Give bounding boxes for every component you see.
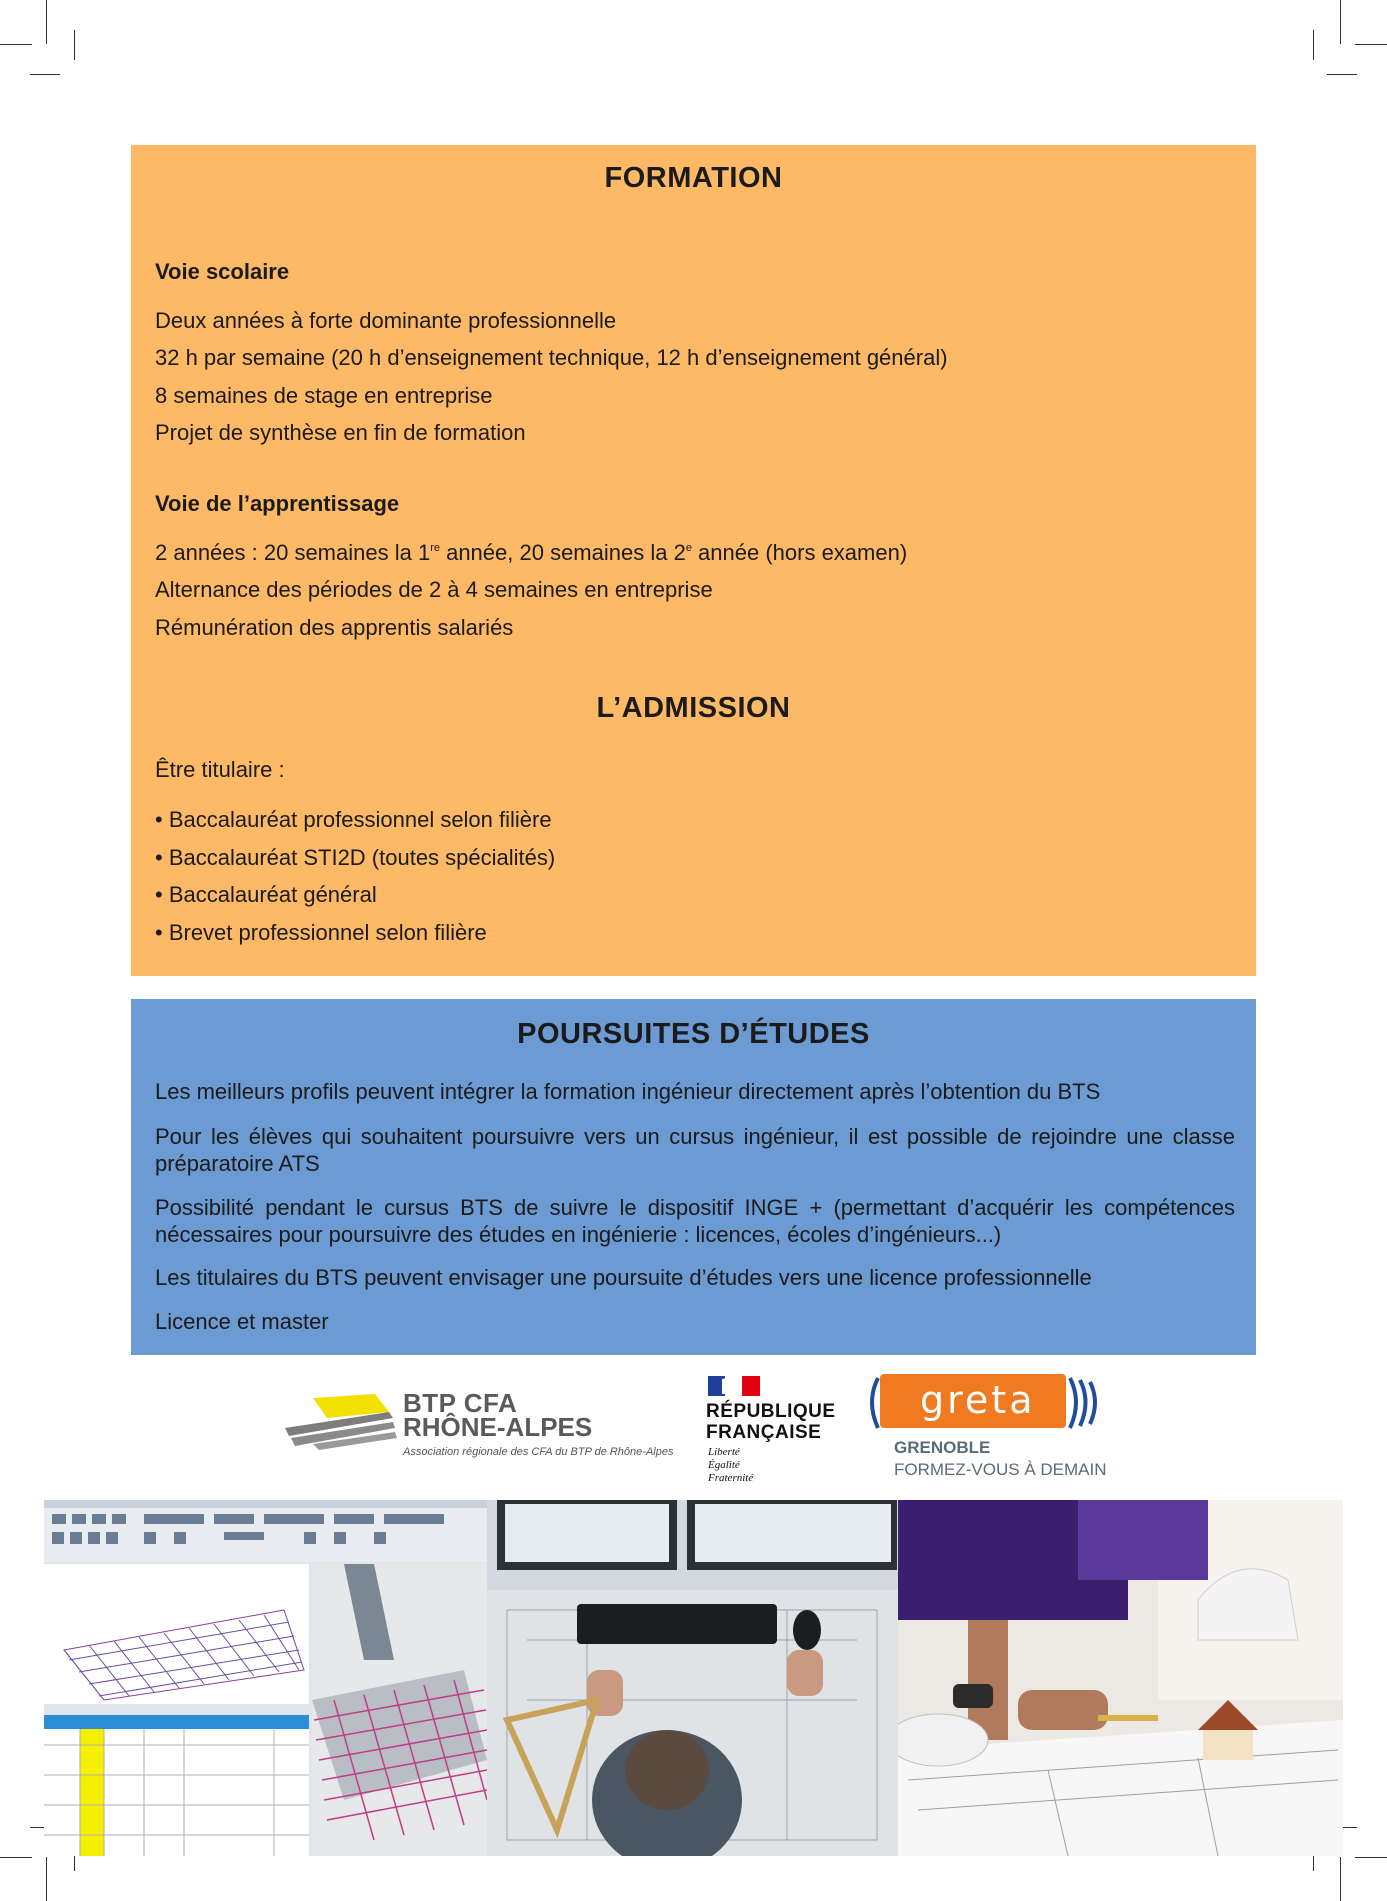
voie-scolaire-line: Deux années à forte dominante professionnelle	[155, 308, 617, 333]
btp-cfa-logo	[283, 1388, 674, 1460]
poursuites-paragraph: Pour les élèves qui souhaitent poursuivre vers un cursus ingénieur, il est possible de rejoindre une classe préparatoire ATS	[155, 1124, 1235, 1176]
formation-section	[131, 145, 1256, 976]
crop-mark	[1355, 1857, 1387, 1858]
motto-egalite: Égalité	[708, 1459, 740, 1471]
poursuites-title: POURSUITES D’ÉTUDES	[517, 1018, 870, 1050]
francaise-line: FRANÇAISE	[706, 1422, 822, 1443]
poursuites-paragraph: Possibilité pendant le cursus BTS de suivre le dispositif INGE + (permettant d’acquérir les compétences nécessaires pour poursuivre des études en ingénierie : licences, écoles d’ingénieurs...)	[155, 1195, 1235, 1247]
engineer-at-desk-image	[487, 1500, 898, 1856]
revit-screenshot-image	[44, 1500, 487, 1856]
btp-title: BTP CFA	[403, 1388, 518, 1418]
poursuites-paragraph: Les titulaires du BTS peuvent envisager une poursuite d’études vers une licence professionnelle	[155, 1265, 1092, 1290]
admission-item: • Baccalauréat professionnel selon filière	[155, 807, 552, 832]
voie-scolaire-line: 32 h par semaine (20 h d’enseignement technique, 12 h d’enseignement général)	[155, 345, 948, 370]
crop-mark	[74, 30, 75, 60]
voie-apprentissage-line: Rémunération des apprentis salariés	[155, 615, 514, 640]
poursuites-section	[131, 999, 1256, 1355]
crop-mark	[46, 1857, 47, 1901]
republique-francaise-logo	[706, 1374, 836, 1486]
admission-item: • Baccalauréat STI2D (toutes spécialités)	[155, 845, 556, 870]
voie-scolaire-heading: Voie scolaire	[155, 259, 290, 284]
construction-plans-photo	[898, 1500, 1343, 1856]
crop-mark	[30, 74, 60, 75]
marianne-flag-icon	[708, 1376, 760, 1396]
voie-scolaire-line: Projet de synthèse en fin de formation	[155, 420, 526, 445]
admission-title: L’ADMISSION	[596, 692, 791, 724]
voie-scolaire-line: 8 semaines de stage en entreprise	[155, 383, 493, 408]
revit-software-photo	[44, 1500, 487, 1856]
motto-fraternite: Fraternité	[708, 1472, 754, 1484]
crop-mark	[0, 1857, 32, 1858]
voie-apprentissage-heading: Voie de l’apprentissage	[155, 491, 400, 516]
crop-mark	[1313, 30, 1314, 60]
voie-apprentissage-line: 2 années : 20 semaines la 1re année, 20 semaines la 2e année (hors examen)	[155, 540, 908, 565]
crop-mark	[1340, 1857, 1341, 1901]
admission-item: • Brevet professionnel selon filière	[155, 920, 487, 945]
crop-mark	[0, 44, 32, 45]
engineer-desk-photo	[487, 1500, 898, 1856]
btp-tagline: Association régionale des CFA du BTP de Rhône-Alpes	[403, 1446, 674, 1458]
crop-mark	[1327, 74, 1357, 75]
admission-intro: Être titulaire :	[155, 757, 285, 782]
greta-wordmark: greta	[920, 1378, 1036, 1422]
greta-slogan: FORMEZ-VOUS À DEMAIN	[894, 1460, 1107, 1479]
crop-mark	[46, 0, 47, 44]
crop-mark	[1355, 44, 1387, 45]
republique-line: RÉPUBLIQUE	[706, 1401, 836, 1422]
crop-mark	[1340, 0, 1341, 44]
greta-logo	[864, 1374, 1107, 1486]
poursuites-paragraph: Les meilleurs profils peuvent intégrer la formation ingénieur directement après l’obtention du BTS	[155, 1079, 1101, 1104]
poursuites-paragraph: Licence et master	[155, 1309, 329, 1334]
formation-title: FORMATION	[604, 162, 783, 194]
motto-liberte: Liberté	[708, 1446, 740, 1458]
btp-cfa-emblem-icon	[283, 1390, 403, 1452]
hands-on-plans-image	[898, 1500, 1343, 1856]
voie-apprentissage-line: Alternance des périodes de 2 à 4 semaines en entreprise	[155, 577, 713, 602]
greta-city: GRENOBLE	[894, 1438, 991, 1457]
admission-item: • Baccalauréat général	[155, 882, 377, 907]
btp-region: RHÔNE-ALPES	[403, 1412, 593, 1442]
greta-badge	[880, 1374, 1066, 1428]
